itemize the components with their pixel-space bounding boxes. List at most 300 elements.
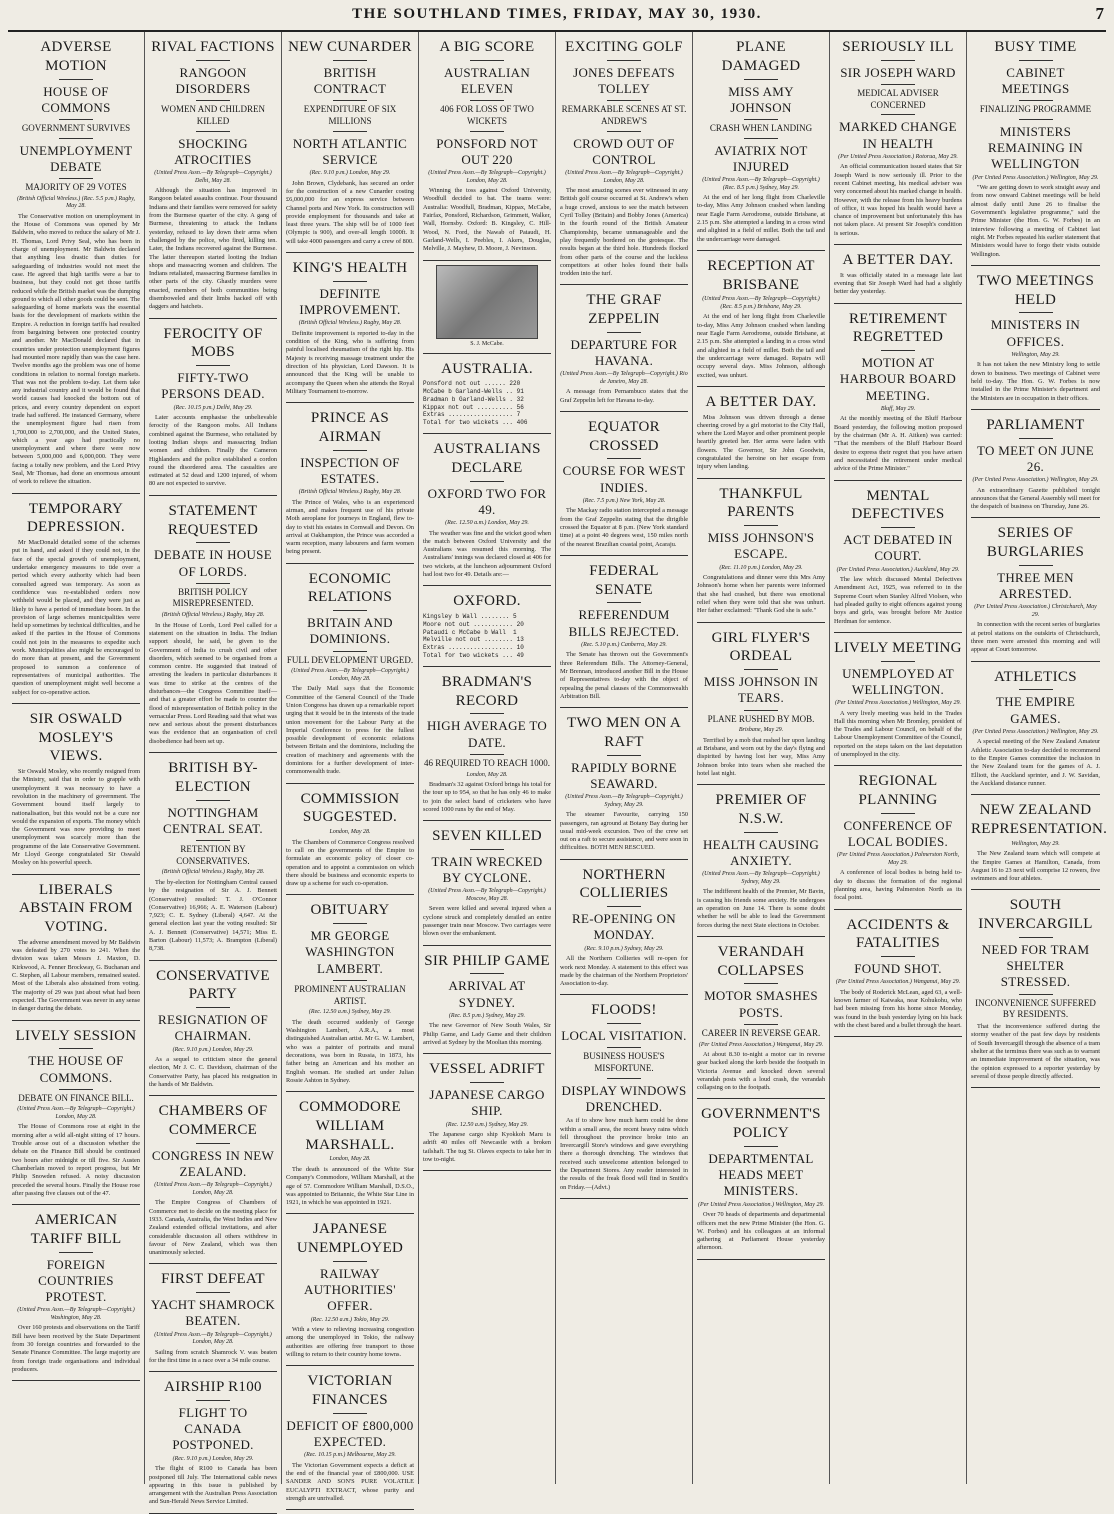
article-body: The flight of R100 to Canada has been postponed till July. The International cable news appearing in this issue is published by arrangement with the Australian Press Association and Sun-Herald News Service Limited. [149,1465,277,1506]
article-body: The Conservative motion on unemployment in the House of Commons was opened by Mr Baldwin, who moved to reduce the salary of Mr J. H. Thomas, Lord Privy Seal, who has been in charge of unemployment. Mr Baldwin declared that anything less drastic than duties for safeguarding of industries would not meet the case. He agreed that high tariffs were a bar to business, but they could not get those tariffs reduced while the British market was the dumping ground to which all other goods could be sent. The safeguarding of home markets was the essential basis for the development of markets within the Empire. A reduction in foreign tariffs had resulted from bargaining between one protected country and another. Mr MacDonald declared that in countries under protection unemployment figures had mounted more rapidly than was the case here. Twelve months ago the problem was one of home conditions in relation to normal foreign markets. That was not the problem to-day. Let them take any industrial country and it would be found that world causes had knocked the bottom out of prices, and every country dependent on export trade had suffered. He instanced Germany, where the unemployment figure had risen from 1,700,000 to 2,700,000, and the United States, which a year ago had practically no unemployment and where there were now between 5,000,000 and 6,000,000. They were facing a totally new problem, and the Lord Privy Seal, Mr Thomas, had done an enormous amount of work to relieve the situation. [12,212,140,486]
dateline: Wellington, May 29. [1011,351,1060,358]
headline: A BETTER DAY. [842,252,954,269]
subheadline: NOTTINGHAM CENTRAL SEAT. [163,804,263,836]
article-body: A message from Pernambuco states that the Graf Zeppelin left for Havana to-day. [560,388,688,404]
headline: GIRL FLYER'S ORDEAL [711,629,811,665]
headline-rule [881,84,915,85]
article-body: In the House of Lords, Lord Peel called for a statement on the situation in India. The Indian support should, he said, be given to the Government of India to crush civil and other disorders, which seemed to be organised from a common centre. He suggested that instead of arresting the leaders in particular disturbances it was time to strike at the centres of the disturbances—the Congress Committee itself—and that a greater effort be made to counter the flood of misrepresentation of British policy in the vernacular Press. Lord Reading said that what was new and serious about the present disturbances was the evidence that an organisation of civil disobedience had been set up. [149,621,277,745]
subheadline: MARKED CHANGE IN HEALTH [839,119,957,151]
article [423,265,551,347]
article-separator [834,632,962,633]
headline-rule [196,1292,230,1293]
subheadline: THE HOUSE OF COMMONS. [28,1053,124,1085]
subheadline: THE EMPIRE GAMES. [995,694,1076,726]
subheadline: MINISTERS REMAINING IN WELLINGTON [988,123,1083,172]
article-body: It has not taken the new Ministry long to settle down to business. Two meetings of Cabinet were held to-day. The Hon. G. W. Forbes is now installed in the Prime Minister's department and the Ministers are in occupation in their offices. [971,361,1100,402]
headline: ECONOMIC RELATIONS [307,570,393,606]
headline-rule [470,131,504,132]
headline-rule [470,100,504,101]
headline-rule [196,100,230,101]
headline-rule [196,131,230,132]
headline-rule [333,131,367,132]
subheadline: INSPECTION OF ESTATES. [300,454,400,486]
subheadline: RESIGNATION OF CHAIRMAN. [157,1012,268,1044]
article-body: At about 8.30 to-night a motor car in reverse gear backed along the kerb beside the footpath in Victoria Avenue and knocked down several verandah posts with a loud crash, the verandah collapsing on to the footpath. [697,1051,825,1092]
dateline: (British Official Wireless.) (Rec. 5.5 p.m.) Rugby, May 28. [16,195,136,210]
subheadline: REMARKABLE SCENES AT ST. ANDREW'S [561,104,687,126]
article-body: At the end of her long flight from Charleville to-day, Miss Amy Johnson crashed when landing near Eagle Farm Aerodrome, outside Brisbane, at 2.15 p.m. She attempted a landing in a cross wind and alighted in a field of millet. Both the tail and the undercarriage were damaged. Repairs will occupy several days. Miss Johnson, although excited, was unhurt. [697,313,825,379]
headline: SERIOUSLY ILL [842,39,954,55]
headline-rule [470,973,504,974]
subheadline: CONGRESS IN NEW ZEALAND. [151,1147,275,1180]
article-body: The Empire Congress of Chambers of Commerce met to decide on the meeting place for 1933. Canada, Australia, the West Indies and New Zealand extended official invitations, and after considerable discussion all others withdrew in favour of New Zealand, which was then unanimously selected. [149,1199,277,1257]
article [834,639,962,760]
article [697,1105,825,1252]
article-body: An extraordinary Gazette published tonight announces that the General Assembly will meet for the despatch of business on Thursday, June 26. [971,486,1100,511]
dateline: (United Press Assn.—By Telegraph—Copyright.) London, May 28. [291,668,409,682]
article-body: The body of Roderick McLean, aged 63, a well-known farmer of Kaiwaka, near Kohukohu, who had been missing from his home since Monday, was found in the bush yesterday lying on his back with the chest bared and a bullet through the heart. [834,988,962,1029]
article-separator [149,752,277,753]
photo-caption: S. J. McCabe. [470,340,504,347]
dateline: (Per United Press Association.) Wellington, May 29. [972,728,1099,735]
headline: SEVEN KILLED [432,828,542,845]
article-separator [560,1198,688,1199]
article-body: The Victorian Government expects a deficit at the end of the financial year of £800,000. USE SANDER AND SON'S PURE VOLATILE EUCALYPTI EXTRACT, whose purity and strength are unrivalled. [286,1461,414,1503]
subheadline: MISS AMY JOHNSON [728,83,794,115]
subheadline: GOVERNMENT SURVIVES [21,123,131,133]
headline: TWO MEETINGS HELD [976,272,1095,308]
article-body: Terrified by a mob that rushed her upon landing at Brisbane, and worn out by the day's flying and dispirited by having lost her way, Miss Amy Johnson broke into tears when she reached the hotel last night. [697,736,825,778]
subheadline: YACHT SHAMROCK BEATEN. [150,1297,276,1329]
subheadline: HOUSE OF COMMONS [41,83,111,115]
article-body: Over 70 heads of departments and departmental officers met the new Prime Minister (the Hon. G. W. Forbes) and his colleagues at an informal gathering at Parliament House yesterday afternoon. [697,1211,825,1252]
headline-rule [333,1413,367,1414]
article-body: Sir Oswald Mosley, who recently resigned from the Ministry, said that in order to grapple with unemployment it was necessary to have a revolution in the machinery of government. The Government bound itself largely to nationalisation, but this would not be a cure nor would the expansion of exports. The money which the Government was now providing to meet unemployment was scarcely more than the programme of the late Conservative Government. Mr Lloyd George congratulated Sir Oswald Mosley on his powerful speech. [12,768,140,867]
article-separator [286,1213,414,1214]
article [423,592,551,660]
article-separator [286,1509,414,1510]
article-separator [834,765,962,766]
dateline: (Per United Press Association.) Christchurch, May 29. [974,604,1097,618]
article-separator [286,1365,414,1366]
headline: SIR PHILIP GAME [424,952,550,969]
article [286,1098,414,1207]
article-separator [971,661,1100,662]
article [697,791,825,929]
headline: FLOODS! [591,1002,657,1019]
headline: NEW CUNARDER [288,39,412,55]
dateline: (United Press Assn.—By Telegraph—Copyright.) London, May 28. [154,1182,272,1196]
dateline: (Rec. 12.50 a.m.) Tokio, May 29. [310,1316,390,1323]
article-separator [12,1020,140,1021]
subheadline: AVIATRIX NOT INJURED [714,142,808,174]
article [149,967,277,1090]
headline-rule [196,1007,230,1008]
article-separator [971,517,1100,518]
headline: AUSTRALIANS DECLARE [433,441,541,476]
article [560,291,688,405]
headline-rule [744,1024,778,1025]
subheadline: FOUND SHOT. [854,961,942,977]
article [560,418,688,549]
article-body: Although the situation has improved in Rangoon belated assaults continue. Four thousand Indians and their families were removed for safety from the Burmese quarter of the city. A gang of Burmese, threatening to attack the Indians yesterday, refused to lay down their arms when challenged by the police, who fired, killing ten. Later, the Indians recovered against the Burmese. The latter thereupon started looting the Indian shops and massacring women and children. The Indians retaliated, massacring Burmese families in other parts of the city. Ghastly murders were enacted, members of both communities being disemboweled and their limbs hacked off with daggers and hatchets. [149,187,277,311]
dateline: (Per United Press Association.) Auckland, May 29. [836,566,960,573]
article-body: The by-election for Nottingham Central caused by the resignation of Sir A. J. Bennett (Conservative) resulted: T. J. O'Connor (Conservative) 16,966; A. E. Waterson (Labour) 7,923; C. E. Sydney (Liberal) 4,647. At the general election last year the voting resulted: Sir A. J. Bennett (Conservative) 14,571; Miss E. Barton (Labour) 11,573; A. Brampton (Liberal) 8,738. [149,878,277,953]
newspaper-columns [8,32,1108,1506]
article-separator [286,1091,414,1092]
headline-rule [470,1082,504,1083]
article-body: Over 160 protests and observations on the Tariff Bill have been received by the State Department from 30 foreign countries and forwarded to the Senate Finance Committee. The large majority are from foreign trade organisations and individual producers. [12,1324,140,1373]
subheadline: DISPLAY WINDOWS DRENCHED. [561,1082,687,1115]
headline: SIR OSWALD MOSLEY'S VIEWS. [29,710,123,765]
headline: PREMIER OF N.S.W. [715,792,807,828]
headline: RECEPTION AT BRISBANE [707,257,815,293]
column [145,32,282,1506]
headline: ACCIDENTS & FATALITIES [846,916,950,952]
headline-rule [1019,937,1053,938]
article-separator [423,585,551,586]
article-separator [971,265,1100,266]
headline: PRINCE AS AIRMAN [310,410,390,445]
article [149,38,277,312]
article-body: The death is announced of the White Star Company's Commodore, William Marshall, at the age of 57. Commodore William Marshall, D.S.O., was appointed to Britannic, the White Star Line in 1921, in which he was appointed in 1921. [286,1165,414,1207]
headline-rule [607,906,641,907]
article-separator [834,1036,962,1037]
headline-rule [333,281,367,282]
article [286,409,414,557]
headline-rule [196,60,230,61]
dateline: (Rec. 5.10 p.m.) Canberra, May 29. [581,641,667,648]
article-separator [149,495,277,496]
article-separator [149,1095,277,1096]
article-body: Later accounts emphasise the unbelievable ferocity of the Rangoon mobs. All Indians combined against the Burmese, who retaliated by looting Indian shops and massacring Indian women and children. Finally the Cameron Highlanders and the police established a cordon round the disordered area. The casualties are estimated at 52 dead and 1200 injured, of whom 80 are not expected to survive. [149,414,277,488]
headline: EXCITING GOLF [565,39,683,55]
dateline: Wellington, May 29. [1011,840,1060,847]
article-separator [560,284,688,285]
subheadline: HIGH AVERAGE TO DATE. [426,718,548,750]
headline-rule [607,458,641,459]
article-body: The death occurred suddenly of George Washington Lambert, A.R.A., a most distinguished Australian artist. Mr G. W. Lambert, who was a painter of portraits and mural decorations, was born in Russia, in 1873, his father being an American and his mother an English woman. He studied art under Julian Rossie Ashton in Sydney. [286,1018,414,1084]
dateline: (Rec. 9.10 p.m.) London, May 29. [172,1455,254,1462]
headline-rule [59,178,93,179]
article [697,629,825,779]
headline: FEROCITY OF MOBS [163,325,263,361]
article-body: A very lively meeting was held in the Trades Hall this morning when Mr Bromley, president of the Trades and Labour Council, on behalf of the Labour Unemployment Committee of the Council, reported on the steps taken on the last deputation of unemployed in the city. [834,709,962,759]
headline: PLANE DAMAGED [721,39,801,74]
dateline: (Per United Press Association.) Wanganui, May 29. [698,1041,824,1048]
headline-rule [607,100,641,101]
subheadline: ACT DEBATED IN COURT. [843,532,953,564]
article-body: The New Zealand team which will compete at the Empire Games at Hamilton, Canada, from August 16 to 23 next will comprise 12 rowers, five swimmers and four athletes. [971,850,1100,883]
article-body: At the monthly meeting of the Bluff Harbour Board yesterday, the following motion proposed by the chairman (Mr A. H. Aitken) was carried: "That the members of the Bluff Harbour Board desire to express their regret that you have arisen and necessitated the retirement under medical advice of the Prime Minister." [834,415,962,473]
dateline: (Rec. 12.50 a.m.) Sydney, May 29. [445,1121,529,1128]
headline: COMMODORE WILLIAM MARSHALL. [299,1099,401,1153]
headline-rule [59,138,93,139]
headline: VESSEL ADRIFT [429,1061,545,1078]
subheadline: MOTOR SMASHES POSTS. [704,988,818,1020]
article [423,1060,551,1164]
article [834,772,962,902]
headline: A BIG SCORE [439,39,535,55]
headline: A BETTER DAY. [705,393,817,410]
newspaper-title: THE SOUTHLAND TIMES, FRIDAY, MAY 30, 1930. [352,6,762,22]
portrait-photo [436,265,538,339]
article-body: The indifferent health of the Premier, Mr Bavin, is causing his friends some anxiety. He undergoes an operation on June 14. There is some doubt whether he will be able to lead the Government forces during the next State elections in October. [697,888,825,929]
article-separator [560,859,688,860]
subheadline: PONSFORD NOT OUT 220 [436,135,538,167]
subheadline: PROMINENT AUSTRALIAN ARTIST. [294,983,406,1006]
article-separator [423,666,551,667]
dateline: (Rec. 9.10 p.m.) London, May 29. [309,170,391,177]
article-separator [560,555,688,556]
dateline: Bluff, May 29. [880,405,916,412]
subheadline: 406 FOR LOSS OF TWO WICKETS [440,104,534,126]
subheadline: JAPANESE CARGO SHIP. [429,1087,545,1119]
article-separator [423,945,551,946]
dateline: (Rec. 10.15 p.m.) Delhi, May 29. [173,404,253,411]
article-separator [149,318,277,319]
article-body: Seven were killed and several injured when a cyclone struck and completely derailed an entire passenger train near Moscow. Two carriages were blown over the embankment. [423,905,551,938]
headline-rule [1019,689,1053,690]
dateline: (Rec. 12.50 a.m.) London, May 29. [445,520,529,527]
headline-rule [196,840,230,841]
article-body: The steamer Favourite, carrying 150 passengers, ran aground at Botany Bay during her usual mid-week excursion. Two of the crew set out on a raft to secure assistance, and were soon in difficulties. BOTH MEN RESCUED. [560,811,688,852]
article-body: The weather was fine and the wicket good when the match between Oxford University and the Australians was resumed this morning. The Australians' innings was declared closed at 406 for two wickets, at the luncheon adjournment Oxford had lost two for 49. Details are:— [423,529,551,579]
subheadline: UNEMPLOYMENT DEBATE [19,142,133,174]
headline-rule [59,1089,93,1090]
subheadline: CROWD OUT OF CONTROL [573,135,675,167]
subheadline: JONES DEFEATS TOLLEY [573,64,675,96]
headline-rule [196,542,230,543]
article [12,881,140,1014]
dateline: (Per United Press Association.) Rotorua, May 29. [838,153,958,160]
article-separator [560,707,688,708]
article-separator [286,252,414,253]
headline-rule [1019,312,1053,313]
subheadline: FIFTY-TWO PERSONS DEAD. [161,370,265,402]
article [971,416,1100,512]
article-separator [12,874,140,875]
headline: BUSY TIME [994,39,1077,55]
subheadline: BRITAIN AND DOMINIONS. [307,615,393,647]
subheadline: CONFERENCE OF LOCAL BODIES. [843,817,953,850]
headline: SOUTH INVERCARGILL [978,897,1093,933]
subheadline: RAPIDLY BORNE SEAWARD. [571,759,677,791]
dateline: (Rec. 9.10 p.m.) London, May 29. [172,1046,254,1053]
subheadline: COURSE FOR WEST INDIES. [562,463,686,495]
article-body: It was officially stated in a message late last evening that Sir Joseph Ward had had a slightly better day yesterday. [834,271,962,296]
dateline: (Per United Press Association.) Wellington, May 29. [972,174,1099,181]
subheadline: OXFORD TWO FOR 49. [427,485,547,517]
article [423,38,551,254]
dateline: (United Press Assn.—By Telegraph—Copyright.) London, May 28. [428,170,546,184]
headline-rule [59,1048,93,1049]
headline: LIBERALS ABSTAIN FROM VOTING. [19,881,133,936]
dateline: (Per United Press Association.) Wellington, May 29. [972,477,1099,484]
subheadline: DEBATE IN HOUSE OF LORDS. [154,547,272,579]
subheadline: RANGOON DISORDERS [175,64,251,96]
headline-rule [744,79,778,80]
headline-rule [59,79,93,80]
headline: NEW ZEALAND REPRESENTATION. [971,802,1108,837]
subheadline: LOCAL VISITATION. [561,1028,687,1044]
article-body: As if to show how much harm could be done within a small area, the recent heavy rains which fell throughout the province broke into an Invercargill Store's windows and gave everything there a thorough drenching. The windows that received such unwelcome attention belonged to the Department Stores. Any reader interested in the results of the freak flood will find in Smith's on Friday.—(Advt.) [560,1117,688,1191]
article [697,943,825,1093]
article [971,272,1100,403]
headline-rule [333,923,367,924]
headline-rule [881,813,915,814]
subheadline: MOTION AT HARBOUR BOARD MEETING. [839,355,957,403]
dateline: (Rec. 11.10 p.m.) London, May 29. [719,564,803,571]
headline: LIVELY MEETING [834,639,962,656]
headline: PARLIAMENT [986,416,1085,433]
article-separator [971,409,1100,410]
headline: REGIONAL PLANNING [858,773,938,809]
headline-rule [607,602,641,603]
headline-rule [607,1047,641,1048]
article-separator [697,622,825,623]
article-separator [286,894,414,895]
subheadline: AUSTRALIAN ELEVEN [443,64,531,96]
headline: VERANDAH COLLAPSES [717,943,805,979]
column [693,32,830,1484]
article-separator [834,909,962,910]
headline-rule [1019,60,1053,61]
article [149,759,277,954]
article [423,440,551,579]
article [286,1220,414,1359]
article-separator [697,936,825,937]
article-separator [697,478,825,479]
article [286,259,414,396]
article [286,790,414,889]
headline-rule [607,60,641,61]
dateline: (United Press Assn.—By Telegraph—Copyright.) (Rec. 8.5 p.m.) Sydney, May 29. [702,177,820,191]
subheadline: MISS JOHNSON'S ESCAPE. [707,530,815,562]
article-separator [12,703,140,704]
headline-rule [333,60,367,61]
article [149,502,277,746]
headline: THANKFUL PARENTS [719,485,803,521]
article-separator [697,1098,825,1099]
article-body: "We are getting down to work straight away and from now onward Cabinet meetings will be held almost daily until June 26 to finalise the Government's legislative programme," said the Prime Minister (the Hon. G. W. Forbes) in an interview following a meeting of Cabinet last night. Mr Forbes repeated his earlier statement that Ministers would have to forgo their visits outside Wellington. [971,184,1100,258]
headline-rule [196,365,230,366]
subheadline: BRITISH CONTRACT [313,64,387,96]
headline-rule [333,651,367,652]
headline-rule [333,610,367,611]
subheadline: MR GEORGE WASHINGTON LAMBERT. [305,928,395,976]
article-body: A special meeting of the New Zealand Amateur Athletic Association to-day decided to recommend to the Empire Games committee the inclusion in the New Zealand team for the games of A. J. Elliott, the Auckland sprinter, and J. W. Savidan, the Auckland distance runner. [971,738,1100,787]
subheadline: DEFICIT OF £800,000 EXPECTED. [286,1417,414,1450]
headline-rule [333,980,367,981]
dateline: (United Press Assn.—By Telegraph—Copyright.) (Rec. 8.5 p.m.) Brisbane, May 29. [702,296,820,310]
dateline: (Rec. 8.5 p.m.) Sydney, May 29. [448,1012,526,1019]
article-body: The adverse amendment moved by Mr Baldwin was defeated by 270 votes to 241. When the division was taken Messrs J. Maxton, D. Kirkwood, A. Fenner Brockway, G. Buchanan and C. Stephen, all Labour members, remained seated. Most of the Liberals also abstained from voting. The majority of 29 was just about what had been expected. The Government was never in any sense in danger during the debate. [12,938,140,1013]
article-body: The Mackay radio station intercepted a message from the Graf Zeppelin stating that the dirigible crossed the Equator at 8 p.m. (New York standard time) at a point 40 degrees west, 150 miles north of the nearest Brazilian coastal point, Acaraju. [560,507,688,548]
article-body: Mr MacDonald detailed some of the schemes put in hand, and asked if they could not, in the face of the special growth of unemployment, undertake emergency measures to tide over a period which every authority which had been consulted agreed was temporary. As soon as confidence was re-established orders now withheld would be placed, and they were just as likely to have a period of immediate boom. In the provision of large schemes municipalities were held up sometimes by technical difficulties, and he asked if the parties in the House of Commons could not join in the measures to expedite such work. Municipalities also might be encouraged to do more than at present, and the Government proposed to summon a conference of representatives of municipal authorities. The question of unemployment might well become a subject for co-operative action. [12,539,140,696]
article-body: The law which discussed Mental Defectives Amendment Act, 1925, was referred to in the Supreme Court when Stanley Alfred Violsen, who had pleaded guilty to eight offences against young boys and girls, was brought before Mr Justice Herdman for sentence. [834,576,962,625]
article-separator [423,433,551,434]
dateline: (British Official Wireless.) Rugby, May 28. [161,612,265,619]
article-body: The Prince of Wales, who is an experienced airman, and makes frequent use of his private Moth aeroplane for journeys in England, flew to-day to visit his estates in Cornwall and Devon. On arrival at Oakhampton, the Prince was accorded a warm reception, many labourers and farm women being present. [286,498,414,556]
headline-rule [744,119,778,120]
subheadline: RAILWAY AUTHORITIES' OFFER. [304,1265,396,1314]
article-separator [149,1263,277,1264]
column [830,32,967,1484]
subheadline: NORTH ATLANTIC SERVICE [292,135,408,167]
headline: NORTHERN COLLIERIES [579,866,669,902]
dateline: (United Press Assn.—By Telegraph—Copyright.) Moscow, May 28. [428,888,546,902]
headline: EQUATOR CROSSED [588,418,660,454]
subheadline: PLANE RUSHED BY MOB. [707,713,815,724]
article [560,38,688,278]
headline: MENTAL DEFECTIVES [851,487,945,523]
dateline: Brisbane, May 29. [738,727,784,734]
subheadline: DEBATE ON FINANCE BILL. [18,1092,134,1103]
headline: TWO MEN ON A RAFT [566,715,681,750]
subheadline: FULL DEVELOPMENT URGED. [286,654,414,665]
headline-rule [196,1143,230,1144]
article-body: John Brown, Clydebank, has secured an order for the construction of a new Cunarder costing £6,000,000 for an express service between Channel ports and New York. Its construction will provide employment for thousands and take at least three years. The ship will be of 1000 feet (Olympic is 900), and over-all length 1000ft. It will take 4000 passengers and carry a crew of 800. [286,179,414,245]
headline-rule [881,527,915,528]
score-table: Kingsley b Wall ........ 5 Moore not out ........... 20 Pataudi c McCabe b Wall 1 Melville not out ........ 13 Extras .................. 10 Total for two wickets ... 49 [423,613,524,660]
article-body: In connection with the recent series of burglaries at petrol stations on the outskirts of Christchurch, three men were arrested this morning and will appear at Court tomorrow. [971,621,1100,654]
headline-rule [607,1023,641,1024]
dateline: (Rec. 7.5 p.m.) New York, May 28. [582,497,666,504]
headline-rule [1019,438,1053,439]
article [971,896,1100,1081]
headline: GOVERNMENT'S POLICY [701,1106,821,1142]
subheadline: CAREER IN REVERSE GEAR. [701,1027,821,1038]
article-body: As a sequel to criticism since the general election, Mr J. C. C. Davidson, chairman of the Conservative Party, has placed his resignation in the hands of Mr Baldwin. [149,1056,277,1089]
article-separator [971,794,1100,795]
headline-rule [744,138,778,139]
article-separator [286,783,414,784]
article-separator [560,411,688,412]
article [560,1001,688,1192]
article [286,1372,414,1503]
article [149,1102,277,1257]
headline-rule [744,525,778,526]
column [556,32,693,1484]
headline-rule [470,849,504,850]
article-separator [697,250,825,251]
subheadline: DEPARTMENTAL HEADS MEET MINISTERS. [708,1150,814,1199]
dateline: (British Official Wireless.) Rugby, May 28. [161,869,265,876]
headline: RETIREMENT REGRETTED [849,310,947,346]
article-body: All the Northern Collieries will re-open for work next Monday. A statement to this effect was made by the chairman of the Northern Proprietors' Association to-day. [560,955,688,988]
subheadline: FINALIZING PROGRAMME [979,104,1092,115]
article-separator [971,889,1100,890]
score-table: Ponsford not out ...... 220 McCabe b Garland-Wells .. 91 Bradman b Garland-Wells . 32 Kippax not out .......... 56 Extras .................. 7 Total for two wickets ... 406 [423,380,528,427]
headline: THE GRAF ZEPPELIN [586,292,662,328]
article [971,668,1100,789]
headline: RIVAL FACTIONS [151,39,275,55]
subheadline: SIR JOSEPH WARD [840,64,956,80]
article-body: At the end of her long flight from Charleville to-day, Miss Amy Johnson crashed when landing near Eagle Farm Aerodrome, outside Brisbane, at 2.15 p.m. She attempted a landing in a cross wind and alighted in a field of millet. Both the tail and the undercarriage were damaged. [697,194,825,243]
headline: BRADMAN'S RECORD [441,673,533,709]
article-separator [834,480,962,481]
article [286,901,414,1085]
article-separator [971,1087,1100,1088]
article-body: The new Governor of New South Wales, Sir Philip Game, and Lady Game and their children arrived at Sydney by the Mooltan this morning. [423,1022,551,1046]
dateline: (Per United Press Association.) Wanganui, May 29. [835,979,961,986]
article [971,801,1108,883]
headline: CHAMBERS OF COMMERCE [158,1103,268,1139]
article-body: Sailing from scratch Shamrock V. was beaten for the first time in a race over a 34 mile course. [149,1348,277,1364]
dateline: London, May 28. [466,771,508,778]
dateline: (Rec. 10.15 p.m.) Melbourne, May 29. [304,1452,396,1459]
